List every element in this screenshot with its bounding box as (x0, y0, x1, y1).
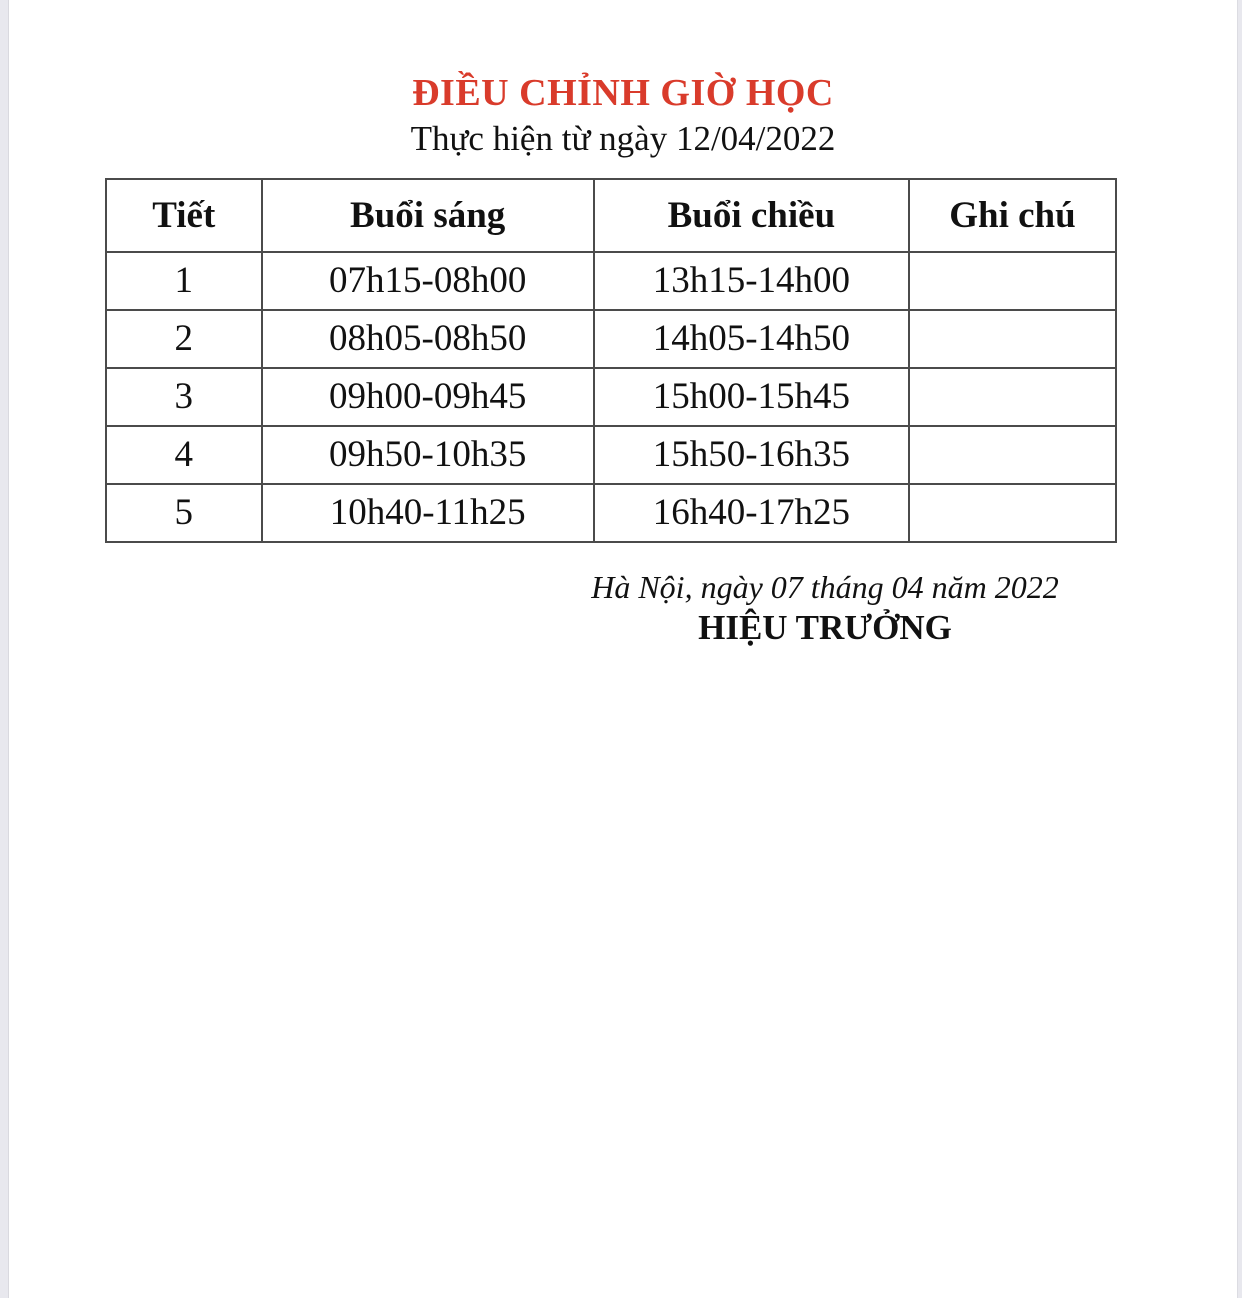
page-subtitle: Thực hiện từ ngày 12/04/2022 (410, 118, 836, 158)
document-page (9, 0, 1237, 649)
cell-buoi-chieu: 16h40-17h25 (594, 484, 909, 542)
cell-ghi-chu (909, 426, 1116, 484)
right-edge-strip (1237, 0, 1242, 1298)
cell-buoi-sang: 09h00-09h45 (262, 368, 594, 426)
cell-tiet: 1 (106, 252, 262, 310)
cell-ghi-chu (909, 484, 1116, 542)
column-header-tiet: Tiết (106, 179, 262, 252)
table-header-row (106, 179, 1116, 252)
cell-buoi-chieu: 13h15-14h00 (594, 252, 909, 310)
table-row (106, 484, 1116, 542)
cell-buoi-sang: 10h40-11h25 (262, 484, 594, 542)
left-edge-strip (0, 0, 9, 1298)
cell-buoi-chieu: 15h50-16h35 (594, 426, 909, 484)
cell-tiet: 2 (106, 310, 262, 368)
cell-ghi-chu (909, 310, 1116, 368)
page-title: ĐIỀU CHỈNH GIỜ HỌC (412, 72, 834, 114)
table-row (106, 310, 1116, 368)
table-row (106, 252, 1116, 310)
signer-title: HIỆU TRƯỞNG (698, 608, 952, 648)
column-header-ghi-chu: Ghi chú (909, 179, 1116, 252)
cell-ghi-chu (909, 368, 1116, 426)
column-header-buoi-chieu: Buổi chiều (594, 179, 909, 252)
cell-buoi-chieu: 14h05-14h50 (594, 310, 909, 368)
signature-block (505, 569, 1145, 649)
cell-tiet: 4 (106, 426, 262, 484)
cell-ghi-chu (909, 252, 1116, 310)
table-row (106, 368, 1116, 426)
cell-tiet: 3 (106, 368, 262, 426)
schedule-table (105, 178, 1117, 543)
column-header-buoi-sang: Buổi sáng (262, 179, 594, 252)
cell-buoi-chieu: 15h00-15h45 (594, 368, 909, 426)
place-date-line: Hà Nội, ngày 07 tháng 04 năm 2022 (591, 568, 1059, 605)
cell-buoi-sang: 07h15-08h00 (262, 252, 594, 310)
table-row (106, 426, 1116, 484)
cell-tiet: 5 (106, 484, 262, 542)
cell-buoi-sang: 09h50-10h35 (262, 426, 594, 484)
cell-buoi-sang: 08h05-08h50 (262, 310, 594, 368)
